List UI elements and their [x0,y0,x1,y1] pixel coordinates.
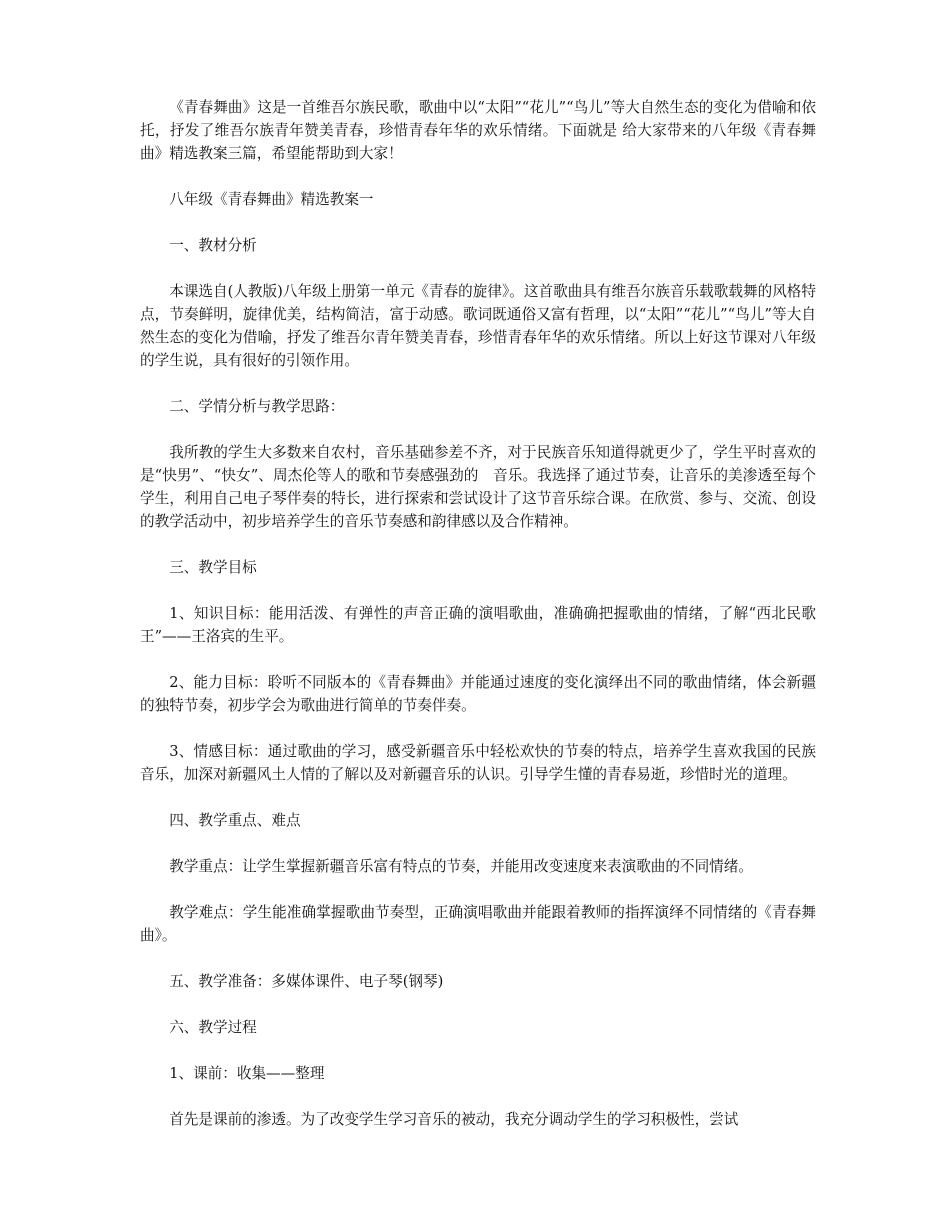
section-heading-student-analysis: 二、学情分析与教学思路： [169,398,345,415]
document-body [140,96,816,1131]
step-heading-pre-class: 1、课前：收集——整理 [169,1065,325,1082]
intro-paragraph: 《青春舞曲》这是一首维吾尔族民歌，歌曲中以“太阳”“花儿”“鸟儿”等大自然生态的变化为借喻和依托，抒发了维吾尔族青年赞美青春，珍惜青春年华的欢乐情绪。下面就是 给大家带来的八年级《青春舞曲》精选教案三篇，希望能帮助到大家！ [140,99,816,162]
student-analysis-paragraph: 我所教的学生大多数来自农村，音乐基础参差不齐，对于民族音乐知道得就更少了，学生平时喜欢的是“快男”、“快女”、周杰伦等人的歌和节奏感强劲的 音乐。我选择了通过节奏，让音乐的美渗透至每个学生，利用自己电子琴伴奏的特长，进行探索和尝试设计了这节音乐综合课。在欣赏、参与、交流、创设的教学活动中，初步培养学生的音乐节奏感和韵律感以及合作精神。 [140,444,816,530]
material-analysis-paragraph: 本课选自(人教版)八年级上册第一单元《青春的旋律》。这首歌曲具有维吾尔族音乐载歌载舞的风格特点，节奏鲜明，旋律优美，结构简洁，富于动感。歌词既通俗又富有哲理，以“太阳”“花儿”“鸟儿”等大自然生态的变化为借喻，抒发了维吾尔青年赞美青春，珍惜青春年华的欢乐情绪。所以上好这节课对八年级的学生说，具有很好的引领作用。 [140,283,816,369]
section-heading-teaching-process: 六、教学过程 [169,1019,257,1036]
section-heading-key-points: 四、教学重点、难点 [169,812,301,829]
key-point-paragraph: 教学重点：让学生掌握新疆音乐富有特点的节奏，并能用改变速度来表演歌曲的不同情绪。 [169,858,753,875]
difficulty-paragraph: 教学难点：学生能准确掌握歌曲节奏型，正确演唱歌曲并能跟着教师的指挥演绎不同情绪的《青春舞曲》。 [140,904,816,944]
section-heading-material-analysis: 一、教材分析 [169,237,257,254]
section-heading-preparation: 五、教学准备：多媒体课件、电子琴(钢琴) [169,973,444,990]
lesson-plan-title: 八年级《青春舞曲》精选教案一 [169,191,374,208]
section-heading-teaching-goals: 三、教学目标 [169,559,257,576]
goal-knowledge: 1、知识目标：能用活泼、有弹性的声音正确的演唱歌曲，准确确把握歌曲的情绪，了解“西北民歌王”——王洛宾的生平。 [140,605,816,645]
goal-emotion: 3、情感目标：通过歌曲的学习，感受新疆音乐中轻松欢快的节奏的特点，培养学生喜欢我国的民族音乐，加深对新疆风土人情的了解以及对新疆音乐的认识。引导学生懂的青春易逝，珍惜时光的道理。 [140,743,816,783]
pre-class-paragraph: 首先是课前的渗透。为了改变学生学习音乐的被动，我充分调动学生的学习积极性，尝试 [169,1111,739,1128]
goal-ability: 2、能力目标：聆听不同版本的《青春舞曲》并能通过速度的变化演绎出不同的歌曲情绪，体会新疆的独特节奏，初步学会为歌曲进行简单的节奏伴奏。 [140,674,816,714]
